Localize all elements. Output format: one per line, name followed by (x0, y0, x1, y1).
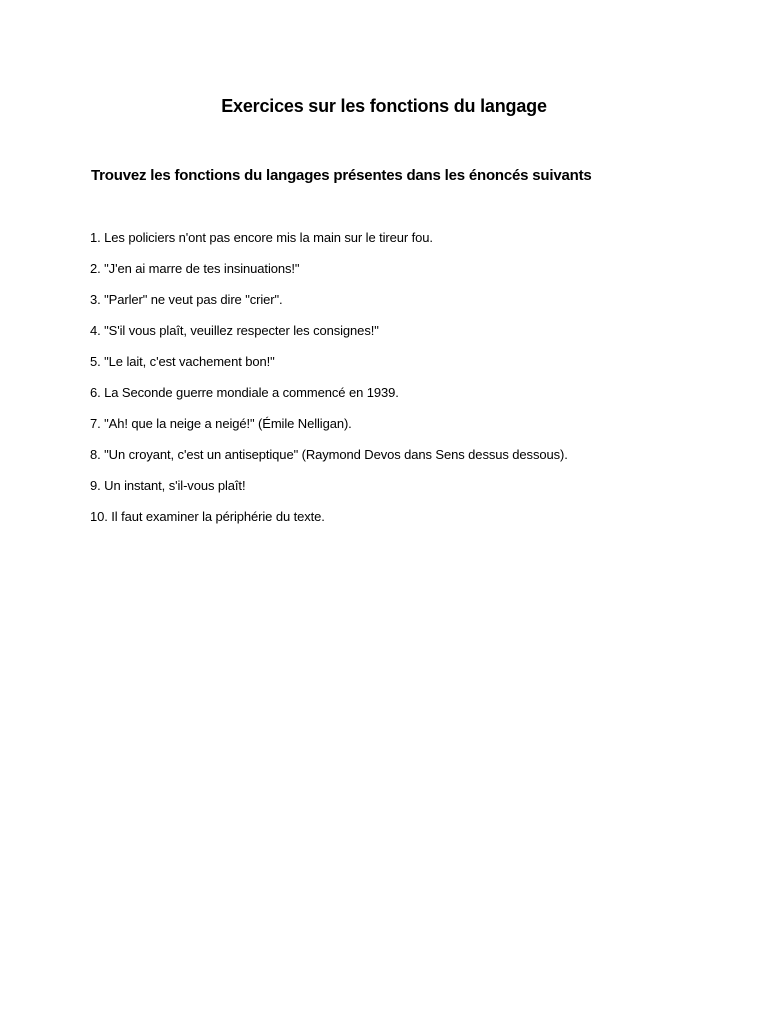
exercise-instruction: Trouvez les fonctions du langages présentes dans les énoncés suivants (91, 167, 592, 184)
exercise-item-1: 1. Les policiers n'ont pas encore mis la main sur le tireur fou. (90, 230, 433, 245)
exercise-item-3: 3. "Parler" ne veut pas dire "crier". (90, 292, 283, 307)
exercise-item-9: 9. Un instant, s'il-vous plaît! (90, 478, 246, 493)
exercise-item-10: 10. Il faut examiner la périphérie du texte. (90, 509, 325, 524)
exercise-item-8: 8. "Un croyant, c'est un antiseptique" (Raymond Devos dans Sens dessus dessous). (90, 447, 568, 462)
document-title: Exercices sur les fonctions du langage (221, 96, 547, 116)
exercise-item-7: 7. "Ah! que la neige a neigé!" (Émile Nelligan). (90, 416, 352, 431)
exercise-list (90, 228, 568, 538)
exercise-item-5: 5. "Le lait, c'est vachement bon!" (90, 354, 275, 369)
exercise-item-2: 2. "J'en ai marre de tes insinuations!" (90, 261, 300, 276)
exercise-item-4: 4. "S'il vous plaît, veuillez respecter les consignes!" (90, 323, 379, 338)
exercise-item-6: 6. La Seconde guerre mondiale a commencé en 1939. (90, 385, 399, 400)
